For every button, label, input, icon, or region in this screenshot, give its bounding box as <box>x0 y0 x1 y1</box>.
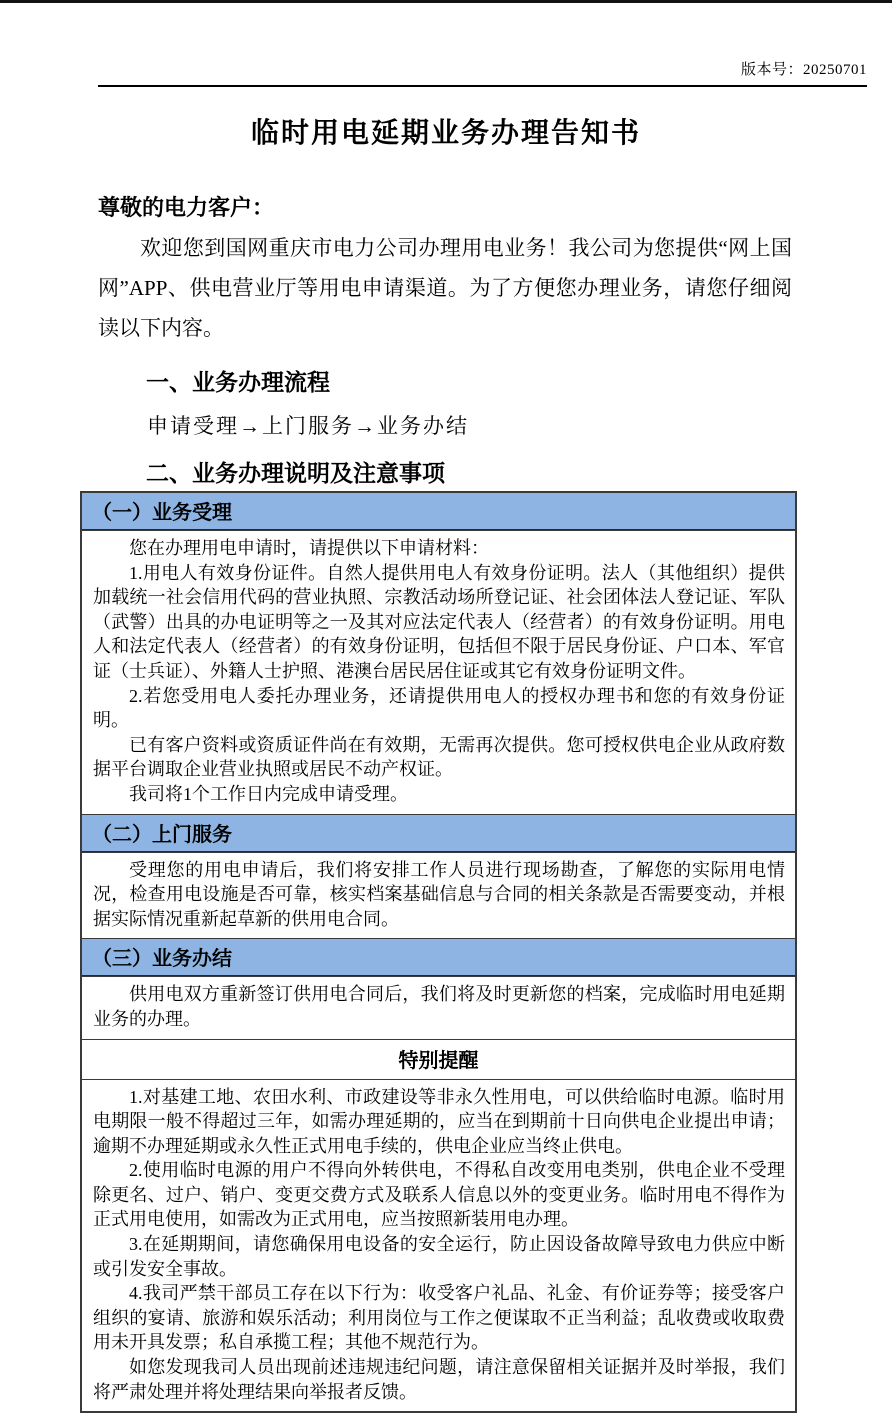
intro-paragraph: 欢迎您到国网重庆市电力公司办理用电业务！我公司为您提供“网上国网”APP、供电营业厅等用电申请渠道。为了方便您办理业务，请您仔细阅读以下内容。 <box>98 236 792 340</box>
version-number: 版本号：20250701 <box>740 62 867 78</box>
table-section-header-1: （一）业务受理 <box>82 493 795 530</box>
page-title: 临时用电延期业务办理告知书 <box>250 117 641 148</box>
header-rule <box>98 85 867 87</box>
paragraph: 您在办理用电申请时，请提供以下申请材料： <box>129 538 489 558</box>
paragraph: 供用电双方重新签订供用电合同后，我们将及时更新您的档案，完成临时用电延期业务的办理。 <box>93 984 785 1029</box>
paragraph: 已有客户资料或资质证件尚在有效期，无需再次提供。您可授权供电企业从政府数据平台调取企业营业执照或居民不动产权证。 <box>93 734 785 780</box>
paragraph: 1.对基建工地、农田水利、市政建设等非永久性用电，可以供给临时电源。临时用电期限一般不得超过三年，如需办理延期的，应当在到期前十日向供电企业提出申请；逾期不办理延期或永久性正式用电手续的，供电企业应当终止供电。 <box>93 1086 785 1156</box>
paragraph: 2.使用临时电源的用户不得向外转供电，不得私自改变用电类别，供电企业不受理除更名、过户、销户、变更交费方式及联系人信息以外的变更业务。临时用电不得作为正式用电使用，如需改为正式用电，应当按照新装用电办理。 <box>93 1160 785 1230</box>
paragraph: 1.用电人有效身份证件。自然人提供用电人有效身份证明。法人（其他组织）提供加载统一社会信用代码的营业执照、宗教活动场所登记证、社会团体法人登记证、军队（武警）出具的办电证明等之一及其对应法定代表人（经营者）的有效身份证明。用电人和法定代表人（经营者）的有效身份证明，包括但不限于居民身份证、户口本、军官证（士兵证）、外籍人士护照、港澳台居民居住证或其它有效身份证明文件。 <box>93 562 785 681</box>
table-section-header-3: （三）业务办结 <box>82 938 795 976</box>
special-reminder-header: 特别提醒 <box>82 1039 795 1079</box>
section-1-heading: 一、业务办理流程 <box>146 369 330 395</box>
table-section-body-2 <box>82 852 795 939</box>
table-section-body-1 <box>82 530 795 814</box>
paragraph: 3.在延期期间，请您确保用电设备的安全运行，防止因设备故障导致电力供应中断或引发安全事故。 <box>93 1234 785 1279</box>
paragraph: 我司将1个工作日内完成申请受理。 <box>129 783 408 804</box>
paragraph: 受理您的用电申请后，我们将安排工作人员进行现场勘查，了解您的实际用电情况，检查用电设施是否可靠，核实档案基础信息与合同的相关条款是否需要变动，并根据实际情况重新起草新的供用电合同。 <box>93 859 785 929</box>
paragraph: 2.若您受用电人委托办理业务，还请提供用电人的授权办理书和您的有效身份证明。 <box>93 685 785 731</box>
paragraph: 如您发现我司人员出现前述违规违纪问题，请注意保留相关证据并及时举报，我们将严肃处理并将处理结果向举报者反馈。 <box>93 1357 785 1402</box>
notice-table <box>80 491 797 1413</box>
paragraph: 4.我司严禁干部员工存在以下行为：收受客户礼品、礼金、有价证券等；接受客户组织的宴请、旅游和娱乐活动；利用岗位与工作之便谋取不正当利益；乱收费或收取费用未开具发票；私自承揽工程；其他不规范行为。 <box>93 1283 785 1353</box>
greeting-line: 尊敬的电力客户： <box>98 195 275 220</box>
special-reminder-body <box>82 1079 795 1412</box>
table-section-body-3 <box>82 976 795 1038</box>
screenshot-top-edge <box>0 0 892 3</box>
table-section-header-2: （二）上门服务 <box>82 814 795 852</box>
process-flow: 申请受理→上门服务→业务办结 <box>147 414 469 438</box>
section-2-heading: 二、业务办理说明及注意事项 <box>146 460 445 486</box>
